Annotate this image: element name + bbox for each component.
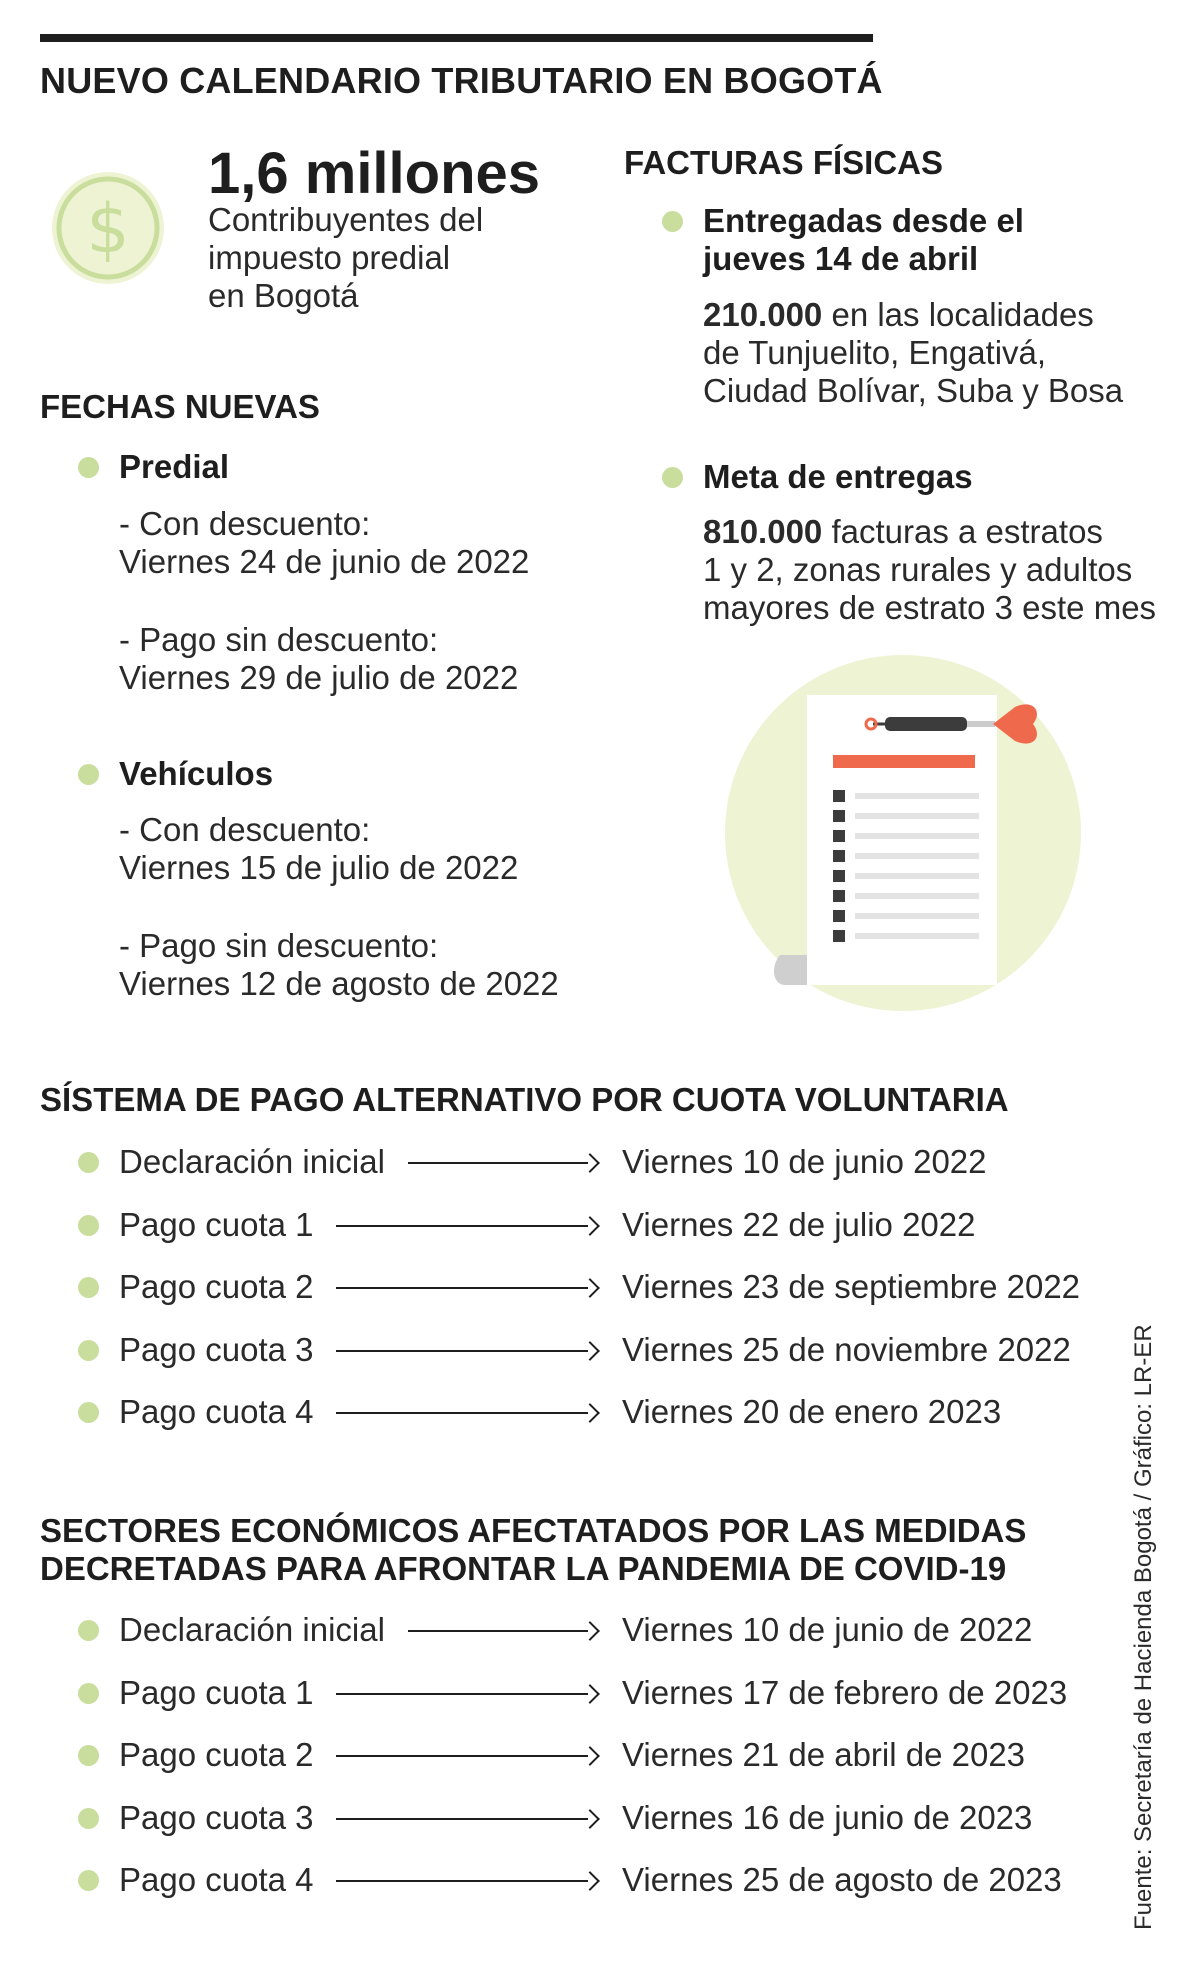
meta-text-line-2: 1 y 2, zonas rurales y adultos xyxy=(703,551,1133,588)
arrow-right-icon xyxy=(408,1151,598,1175)
stat-line-1: Contribuyentes del xyxy=(208,201,484,238)
meta-number: 810.000 xyxy=(703,513,823,550)
row-label: Pago cuota 2 xyxy=(119,1736,314,1773)
row-label: Pago cuota 3 xyxy=(119,1330,314,1368)
vehiculos-sin-date: Viernes 12 de agosto de 2022 xyxy=(119,965,559,1002)
row-label: Declaración inicial xyxy=(119,1143,385,1180)
bullet-dot xyxy=(78,1683,99,1704)
predial-con-date: Viernes 24 de junio de 2022 xyxy=(119,543,530,580)
bullet-dot xyxy=(78,1808,99,1829)
row-label: Pago cuota 4 xyxy=(119,1861,314,1898)
row-date: Viernes 22 de julio 2022 xyxy=(622,1205,976,1243)
row-label: Declaración inicial xyxy=(119,1611,385,1648)
row-label: Pago cuota 1 xyxy=(119,1205,314,1243)
row-date: Viernes 20 de enero 2023 xyxy=(622,1393,1002,1430)
bullet-dot xyxy=(78,1745,99,1766)
predial-sin-label: - Pago sin descuento: xyxy=(119,621,439,658)
meta-text-first: facturas a estratos xyxy=(822,513,1103,550)
arrow-right-icon xyxy=(336,1682,598,1706)
row-label: Pago cuota 4 xyxy=(119,1393,314,1430)
bullet-dot xyxy=(78,1620,99,1641)
meta-text-line-1 xyxy=(703,513,1103,551)
row-date: Viernes 17 de febrero de 2023 xyxy=(622,1673,1068,1711)
meta-label: Meta de entregas xyxy=(703,458,973,495)
entregadas-text-first: en las localidades xyxy=(822,296,1094,333)
row-date: Viernes 23 de septiembre 2022 xyxy=(622,1268,1081,1305)
row-date: Viernes 21 de abril de 2023 xyxy=(622,1736,1026,1773)
arrow-right-icon xyxy=(408,1619,598,1643)
top-rule xyxy=(40,34,873,42)
row-date: Viernes 10 de junio de 2022 xyxy=(622,1611,1033,1648)
arrow-right-icon xyxy=(336,1401,598,1425)
row-date: Viernes 25 de agosto de 2023 xyxy=(622,1861,1062,1898)
sectores-heading-line-1: SECTORES ECONÓMICOS AFECTATADOS POR LAS MEDIDAS xyxy=(40,1512,1027,1549)
row-date: Viernes 10 de junio 2022 xyxy=(622,1143,987,1180)
arrow-right-icon xyxy=(336,1214,598,1238)
predial-sin-date: Viernes 29 de julio de 2022 xyxy=(119,659,519,696)
bullet-dot xyxy=(78,1340,99,1361)
entregadas-line-2: jueves 14 de abril xyxy=(703,240,979,277)
vehiculos-sin-label: - Pago sin descuento: xyxy=(119,927,439,964)
bullet-dot xyxy=(78,1152,99,1173)
source-note: Fuente: Secretaría de Hacienda Bogotá / Gráfico: LR-ER xyxy=(1130,1324,1157,1930)
bullet-dot xyxy=(78,457,99,478)
meta-text-line-3: mayores de estrato 3 este mes xyxy=(703,589,1157,626)
stat-line-3: en Bogotá xyxy=(208,277,359,314)
bullet-dot xyxy=(78,1870,99,1891)
arrow-right-icon xyxy=(336,1744,598,1768)
bullet-dot xyxy=(78,764,99,785)
stat-line-2: impuesto predial xyxy=(208,239,451,276)
entregadas-text-line-3: Ciudad Bolívar, Suba y Bosa xyxy=(703,372,1124,409)
stat-value: 1,6 millones xyxy=(208,141,541,206)
row-label: Pago cuota 2 xyxy=(119,1268,314,1305)
vehiculos-label: Vehículos xyxy=(119,755,274,792)
vehiculos-con-label: - Con descuento: xyxy=(119,811,371,848)
fechas-heading: FECHAS NUEVAS xyxy=(40,388,320,425)
arrow-right-icon xyxy=(336,1339,598,1363)
row-date: Viernes 16 de junio de 2023 xyxy=(622,1798,1033,1836)
bullet-dot xyxy=(662,211,683,232)
page-title: NUEVO CALENDARIO TRIBUTARIO EN BOGOTÁ xyxy=(40,60,883,101)
sectores-heading-line-2: DECRETADAS PARA AFRONTAR LA PANDEMIA DE COVID-19 xyxy=(40,1550,1007,1587)
predial-con-label: - Con descuento: xyxy=(119,505,371,542)
arrow-right-icon xyxy=(336,1807,598,1831)
entregadas-text-line-2: de Tunjuelito, Engativá, xyxy=(703,334,1047,371)
facturas-heading: FACTURAS FÍSICAS xyxy=(624,144,944,181)
entregadas-number: 210.000 xyxy=(703,296,823,333)
cuota-heading: SÍSTEMA DE PAGO ALTERNATIVO POR CUOTA VOLUNTARIA xyxy=(40,1081,1009,1118)
svg-text:$: $ xyxy=(86,190,130,269)
row-date: Viernes 25 de noviembre 2022 xyxy=(622,1330,1071,1368)
row-label: Pago cuota 1 xyxy=(119,1673,314,1711)
predial-label: Predial xyxy=(119,448,230,485)
vehiculos-con-date: Viernes 15 de julio de 2022 xyxy=(119,849,519,886)
row-label: Pago cuota 3 xyxy=(119,1798,314,1836)
entregadas-text-line-1 xyxy=(703,296,1094,334)
bullet-dot xyxy=(78,1277,99,1298)
dollar-coin-icon xyxy=(48,168,168,288)
bullet-dot xyxy=(78,1215,99,1236)
invoice-with-dart-icon xyxy=(725,655,1095,1015)
bullet-dot xyxy=(78,1402,99,1423)
arrow-right-icon xyxy=(336,1869,598,1893)
arrow-right-icon xyxy=(336,1276,598,1300)
bullet-dot xyxy=(662,467,683,488)
entregadas-line-1: Entregadas desde el xyxy=(703,202,1024,239)
